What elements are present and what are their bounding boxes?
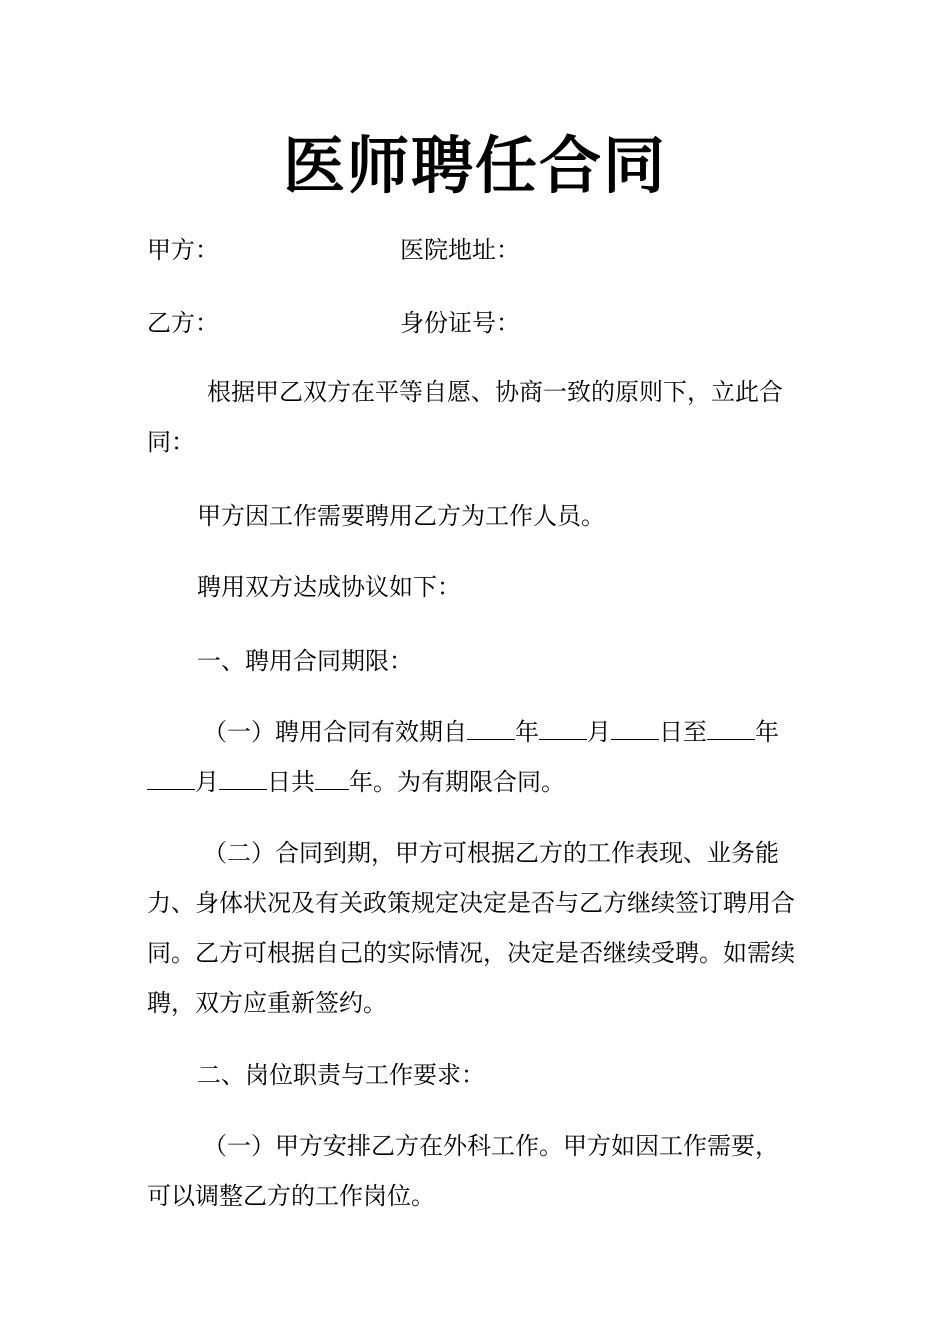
section2-heading: 二、岗位职责与工作要求： [197,1061,485,1089]
section1-item2: （二）合同到期，甲方可根据乙方的工作表现、业务能力、身体状况及有关政策规定决定是否与乙方继续签订聘用合同。乙方可根据自己的实际情况，决定是否继续受聘。如需续聘，双方应重新签约。 [147,839,795,1017]
party-a-label: 甲方： [147,236,219,264]
intro-paragraph: 根据甲乙双方在平等自愿、协商一致的原则下，立此合同： [147,378,783,456]
start-year-blank[interactable] [467,717,515,740]
hire-statement: 甲方因工作需要聘用乙方为工作人员。 [197,502,605,530]
id-number-label: 身份证号： [400,309,520,337]
agreement-lead: 聘用双方达成协议如下： [197,573,461,601]
end-month-blank[interactable] [147,767,195,790]
term-prefix: （一）聘用合同有效期自 [203,718,467,746]
total-years-suffix: 年。为有期限合同。 [349,768,565,796]
hospital-address-label: 医院地址： [400,236,520,264]
document-title: 医师聘任合同 [282,129,667,202]
start-day-blank[interactable] [611,717,659,740]
total-years-blank[interactable] [315,767,349,790]
end-month-label: 月 [195,768,219,796]
end-day-label: 日共 [267,768,315,796]
start-month-label: 月 [587,718,611,746]
end-year-label: 年 [755,718,779,746]
party-b-label: 乙方： [147,309,219,337]
section2-item1: （一）甲方安排乙方在外科工作。甲方如因工作需要，可以调整乙方的工作岗位。 [147,1132,779,1210]
start-day-label: 日至 [659,718,707,746]
section1-item1 [147,707,797,807]
start-month-blank[interactable] [539,717,587,740]
start-year-label: 年 [515,718,539,746]
end-year-blank[interactable] [707,717,755,740]
end-day-blank[interactable] [219,767,267,790]
section1-heading: 一、聘用合同期限： [197,647,413,675]
